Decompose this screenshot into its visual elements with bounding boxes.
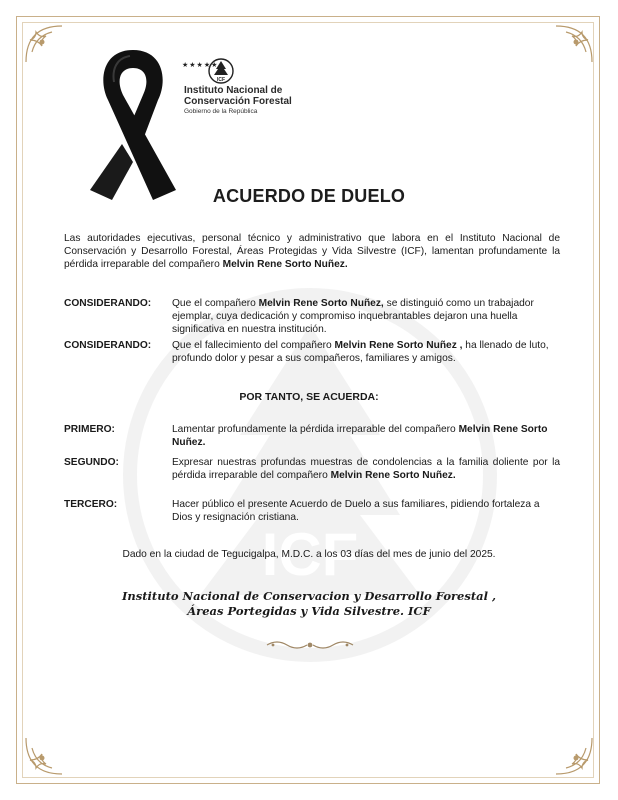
tree-emblem-icon [208, 58, 234, 84]
segundo-label: SEGUNDO: [64, 457, 119, 468]
primero-label: PRIMERO: [64, 424, 115, 435]
logo-name-line2: Conservación Forestal [184, 96, 292, 107]
logo-subtitle: Gobierno de la República [184, 108, 258, 115]
primero-pre: Lamentar profundamente la pérdida irreparable del compañero [172, 424, 459, 435]
corner-ornament-icon [536, 22, 596, 82]
stars-icon: ★★★★★ [182, 62, 219, 69]
considerando-1-pre: Que el compañero [172, 298, 259, 309]
watermark-text: ICF [261, 521, 359, 588]
corner-ornament-icon [22, 718, 82, 778]
intro-name: Melvin Rene Sorto Nuñez. [222, 259, 348, 270]
intro-text: Las autoridades ejecutivas, personal técnico y administrativo que labora en el Instituto Nacional de Conservación y Desarrollo Forestal, Áreas Protegidas y Vida Silvestre (ICF), lamentan profundamente la pérdida irreparable del compañero [64, 233, 560, 270]
page-title: ACUERDO DE DUELO [212, 186, 406, 206]
tercero-text: Hacer público el presente Acuerdo de Duelo a sus familiares, pidiendo fortaleza a Dios y resignación cristiana. [172, 499, 540, 523]
considerando-1-label: CONSIDERANDO: [64, 298, 152, 309]
considerando-1-post: se distinguió como un trabajador ejemplar, cuya dedicación y compromiso inquebrantables dejaron una huella significativa en nuestra institución. [172, 298, 534, 335]
logo-name-line1: Instituto Nacional de [184, 85, 283, 96]
primero-text [172, 423, 560, 449]
signature-line-1: Instituto Nacional de Conservacion y Desarrollo Forestal , [122, 589, 496, 603]
corner-ornament-icon [22, 22, 82, 82]
considerando-1-text [172, 297, 560, 336]
segundo-name: Melvin Rene Sorto Nuñez. [330, 470, 456, 481]
segundo-text [172, 456, 560, 482]
tercero-label: TERCERO: [64, 499, 118, 510]
icf-logo-mark [182, 58, 238, 84]
intro-paragraph [64, 232, 560, 271]
considerando-2-label: CONSIDERANDO: [64, 340, 152, 351]
considerando-2-post: ha llenado de luto, profundo dolor y pesar a sus compañeros, familiares y amigos. [172, 340, 549, 364]
logo-badge-text: ICF [216, 77, 226, 83]
section-heading-acuerda: POR TANTO, SE ACUERDA: [239, 391, 379, 403]
considerando-2-name: Melvin Rene Sorto Nuñez , [334, 340, 463, 351]
considerando-2-text [172, 339, 560, 365]
icf-logo [182, 58, 332, 118]
considerando-1-name: Melvin Rene Sorto Nuñez, [258, 298, 384, 309]
primero-name: Melvin Rene Sorto Nuñez. [172, 424, 548, 448]
segundo-pre: Expresar nuestras profundas muestras de condolencias a la familia doliente por la pérdida irreparable del compañero [172, 457, 560, 481]
flourish-divider-icon [265, 638, 355, 652]
signature-line-2: Áreas Portegidas y Vida Silvestre. ICF [187, 604, 431, 618]
date-line: Dado en la ciudad de Tegucigalpa, M.D.C. a los 03 días del mes de junio del 2025. [122, 549, 496, 560]
considerando-2-pre: Que el fallecimiento del compañero [172, 340, 335, 351]
corner-ornament-icon [536, 718, 596, 778]
